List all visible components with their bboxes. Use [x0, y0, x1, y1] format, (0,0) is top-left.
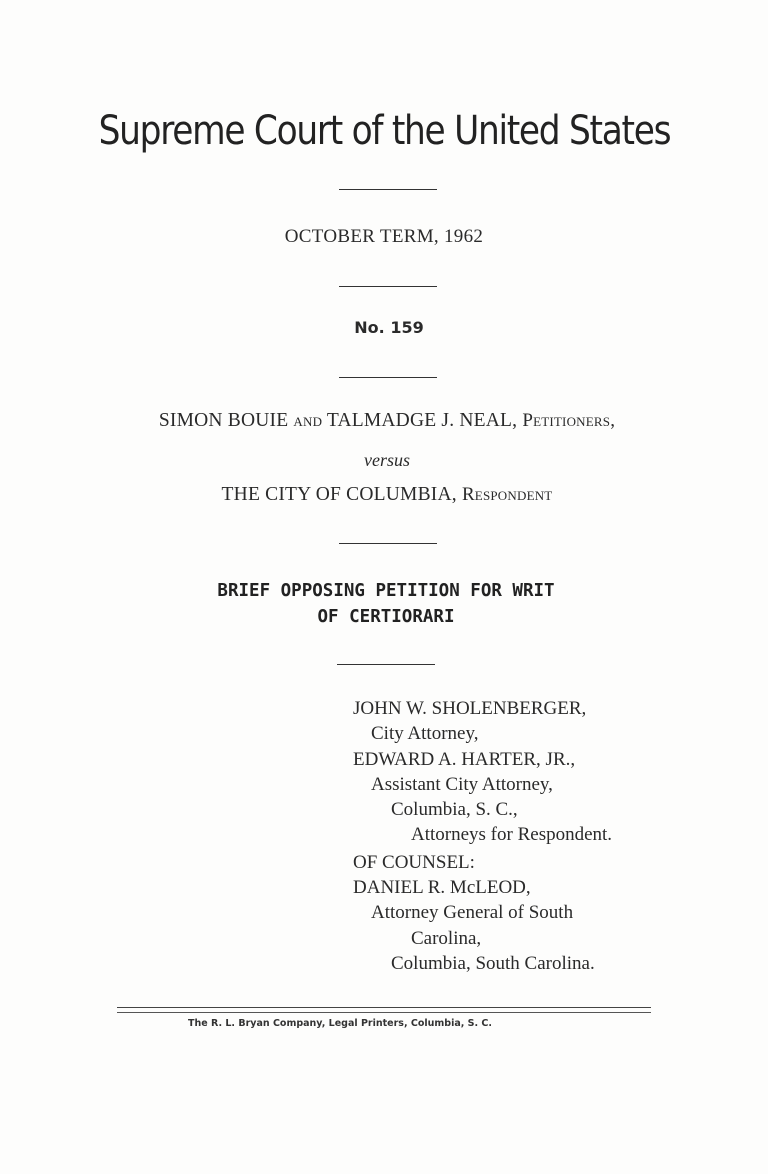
- respondent-name: THE CITY OF COLUMBIA,: [221, 484, 457, 505]
- attorney-name: EDWARD A. HARTER, JR.,: [353, 748, 576, 770]
- petitioners-label: Petitioners,: [522, 410, 616, 431]
- footer-rule: [117, 1007, 651, 1008]
- attorney-location: Columbia, S. C.,: [391, 799, 518, 821]
- divider-rule: [339, 286, 437, 287]
- attorney-title: City Attorney,: [371, 723, 479, 745]
- petitioner-name: TALMADGE J. NEAL,: [326, 410, 518, 431]
- attorney-title: Carolina,: [411, 927, 482, 949]
- attorney-name: JOHN W. SHOLENBERGER,: [353, 698, 587, 719]
- brief-title-line: OF CERTIORARI: [317, 607, 455, 627]
- court-title: Supreme Court of the United States: [98, 108, 671, 154]
- divider-rule: [337, 664, 435, 665]
- attorney-title: Attorney General of South: [371, 902, 574, 924]
- versus-label: versus: [364, 450, 410, 470]
- docket-number: No. 159: [354, 318, 424, 337]
- printer-imprint: The R. L. Bryan Company, Legal Printers, Columbia, S. C.: [187, 1018, 493, 1029]
- petitioner-name: SIMON BOUIE: [158, 410, 289, 431]
- term-heading: OCTOBER TERM, 1962: [284, 226, 484, 247]
- counsel-block: [353, 696, 753, 976]
- attorney-title: Assistant City Attorney,: [371, 773, 553, 795]
- attorney-name: DANIEL R. McLEOD,: [353, 877, 531, 899]
- footer-rule: [117, 1012, 651, 1013]
- petitioners-line: [0, 410, 768, 432]
- conjunction: and: [293, 410, 323, 431]
- respondent-label: Respondent: [461, 484, 553, 505]
- divider-rule: [339, 543, 437, 544]
- divider-rule: [339, 189, 437, 190]
- respondent-line: [0, 484, 768, 506]
- attorney-location: Columbia, South Carolina.: [391, 952, 595, 974]
- divider-rule: [339, 377, 437, 378]
- brief-title-line: BRIEF OPPOSING PETITION FOR WRIT: [217, 581, 555, 601]
- attorney-role: Attorneys for Respondent.: [411, 824, 613, 846]
- of-counsel-heading: OF COUNSEL:: [353, 851, 475, 873]
- brief-title: [0, 578, 768, 630]
